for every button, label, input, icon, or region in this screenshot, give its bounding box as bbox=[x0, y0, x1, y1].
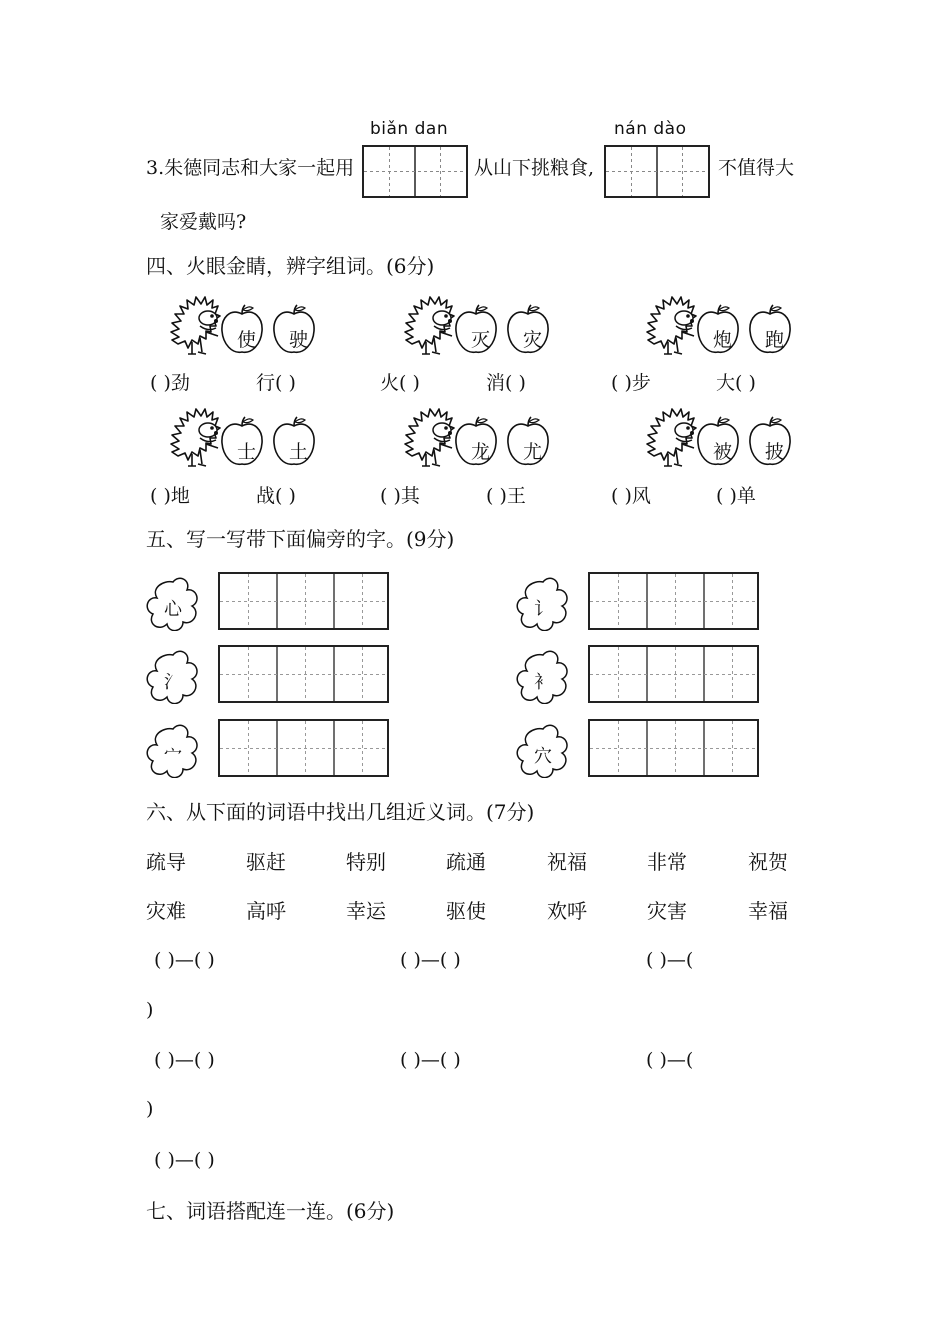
apple-char: 尤 bbox=[523, 441, 543, 463]
section5-heading bbox=[146, 529, 454, 549]
writing-grid[interactable] bbox=[588, 572, 759, 630]
word-blank[interactable]: ( )风 bbox=[611, 485, 651, 507]
q3-line2: 家爱戴吗? bbox=[160, 211, 247, 233]
apple-char: 被 bbox=[713, 441, 733, 463]
pinyin-nandao: nán dào bbox=[614, 119, 687, 139]
pinyin-biandan: biǎn dan bbox=[370, 119, 449, 139]
word-blank[interactable]: ( )其 bbox=[380, 485, 420, 507]
section5-title: 五、写一写带下面偏旁的字。 bbox=[146, 527, 406, 551]
q3-middle: 从山下挑粮食, bbox=[474, 157, 595, 179]
section6-heading bbox=[146, 802, 534, 822]
answer-box-nandao[interactable] bbox=[604, 145, 710, 198]
section4-heading bbox=[146, 256, 434, 276]
synonym-pair-blank[interactable]: ( )—( ) bbox=[154, 1049, 215, 1071]
bracket-close: ) bbox=[146, 1098, 154, 1120]
section7-score: (6分) bbox=[346, 1199, 395, 1223]
apple-char: 炮 bbox=[713, 329, 733, 351]
word-item: 欢呼 bbox=[547, 899, 587, 923]
word-item: 灾难 bbox=[146, 899, 186, 923]
synonym-pair-blank[interactable]: ( )—( ) bbox=[154, 1149, 215, 1171]
apple-char: 跑 bbox=[765, 329, 785, 351]
word-item: 疏导 bbox=[146, 850, 186, 874]
word-item: 非常 bbox=[647, 850, 687, 874]
section4-score: (6分) bbox=[386, 254, 435, 278]
apple-char: 灾 bbox=[523, 329, 543, 351]
section7-title: 七、词语搭配连一连。 bbox=[146, 1199, 346, 1223]
writing-grid[interactable] bbox=[218, 719, 389, 777]
q3-prefix: 3.朱德同志和大家一起用 bbox=[146, 157, 355, 179]
word-blank[interactable]: 战( ) bbox=[256, 485, 296, 507]
section6-score: (7分) bbox=[486, 800, 535, 824]
q3-suffix: 不值得大 bbox=[718, 157, 795, 179]
word-blank[interactable]: 消( ) bbox=[486, 372, 526, 394]
writing-grid[interactable] bbox=[218, 645, 389, 703]
synonym-pair-blank[interactable]: ( )—( bbox=[646, 949, 694, 971]
word-blank[interactable]: ( )步 bbox=[611, 372, 651, 394]
word-blank[interactable]: ( )单 bbox=[716, 485, 756, 507]
apple-char: 使 bbox=[237, 329, 257, 351]
word-blank[interactable]: ( )地 bbox=[150, 485, 190, 507]
word-item: 灾害 bbox=[647, 899, 687, 923]
apple-char: 灭 bbox=[471, 329, 491, 351]
writing-grid[interactable] bbox=[218, 572, 389, 630]
radical-char: 衤 bbox=[534, 672, 552, 693]
section5-score: (9分) bbox=[406, 527, 455, 551]
apple-char: 披 bbox=[765, 441, 785, 463]
synonym-pair-blank[interactable]: ( )—( ) bbox=[154, 949, 215, 971]
section6-title: 六、从下面的词语中找出几组近义词。 bbox=[146, 800, 486, 824]
word-item: 疏通 bbox=[446, 850, 486, 874]
word-blank[interactable]: ( )王 bbox=[486, 485, 526, 507]
radical-char: 心 bbox=[164, 599, 182, 620]
apple-char: 驶 bbox=[289, 329, 309, 351]
synonym-pair-blank[interactable]: ( )—( bbox=[646, 1049, 694, 1071]
answer-box-biandan[interactable] bbox=[362, 145, 468, 198]
word-blank[interactable]: 大( ) bbox=[716, 372, 756, 394]
apple-char: 士 bbox=[237, 441, 257, 463]
apple-char: 土 bbox=[289, 441, 309, 463]
word-item: 祝贺 bbox=[748, 850, 788, 874]
writing-grid[interactable] bbox=[588, 719, 759, 777]
word-item: 幸福 bbox=[748, 899, 788, 923]
section7-heading bbox=[146, 1201, 394, 1221]
radical-char: 穴 bbox=[534, 746, 552, 767]
word-item: 驱赶 bbox=[246, 850, 286, 874]
synonym-pair-blank[interactable]: ( )—( ) bbox=[400, 949, 461, 971]
synonym-pair-blank[interactable]: ( )—( ) bbox=[400, 1049, 461, 1071]
word-item: 高呼 bbox=[246, 899, 286, 923]
word-item: 幸运 bbox=[346, 899, 386, 923]
radical-char: 氵 bbox=[164, 672, 182, 693]
word-item: 驱使 bbox=[446, 899, 486, 923]
radical-char: 讠 bbox=[534, 599, 552, 620]
bracket-close: ) bbox=[146, 999, 154, 1021]
apple-char: 龙 bbox=[471, 441, 491, 463]
word-item: 祝福 bbox=[547, 850, 587, 874]
radical-char: 宀 bbox=[164, 746, 182, 767]
word-blank[interactable]: 火( ) bbox=[380, 372, 420, 394]
writing-grid[interactable] bbox=[588, 645, 759, 703]
word-blank[interactable]: ( )劲 bbox=[150, 372, 190, 394]
section4-title: 四、火眼金睛，辨字组词。 bbox=[146, 254, 386, 278]
word-blank[interactable]: 行( ) bbox=[256, 372, 296, 394]
word-item: 特别 bbox=[346, 850, 386, 874]
